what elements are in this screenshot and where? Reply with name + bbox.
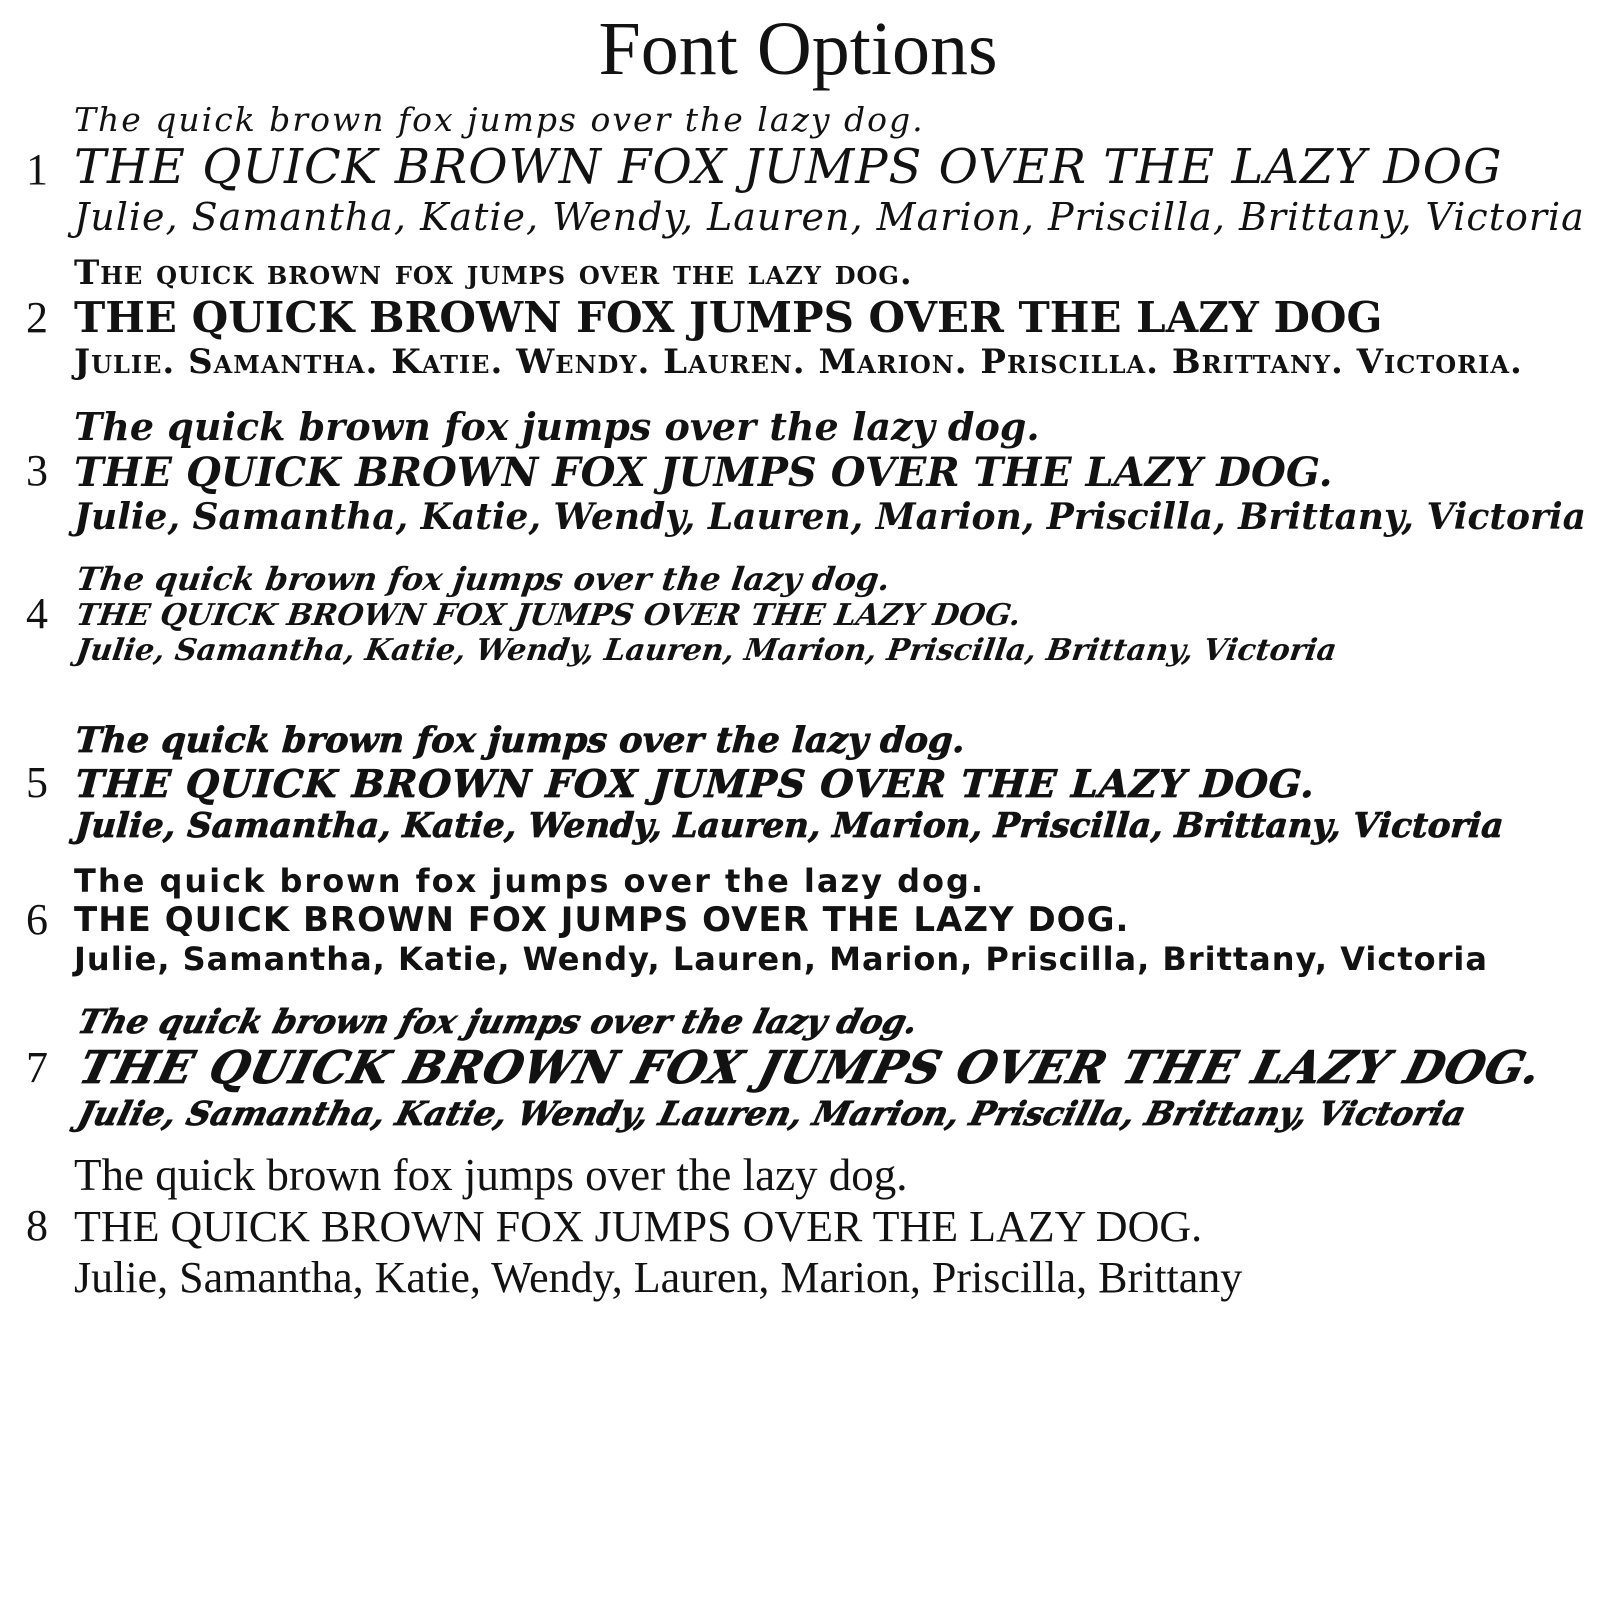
- pangram-sentence-line: The quick brown fox jumps over the lazy dog.: [74, 252, 913, 293]
- font-sample-lines: [74, 403, 1586, 538]
- pangram-uppercase-line: THE QUICK BROWN FOX JUMPS OVER THE LAZY DOG.: [74, 448, 1333, 496]
- font-number: 4: [26, 589, 48, 639]
- font-sample-5: [22, 720, 1574, 846]
- font-sample-lines: [74, 720, 1574, 846]
- names-line: Julie, Samantha, Katie, Wendy, Lauren, Marion, Priscilla, Brittany, Victoria: [74, 495, 1586, 538]
- pangram-uppercase-line: THE QUICK BROWN FOX JUMPS OVER THE LAZY DOG.: [74, 1201, 1203, 1251]
- pangram-sentence-line: The quick brown fox jumps over the lazy dog.: [74, 861, 986, 900]
- font-sample-lines: [74, 560, 1574, 668]
- font-number: 5: [26, 758, 48, 808]
- font-sample-3: [22, 403, 1586, 538]
- pangram-uppercase-line: THE QUICK BROWN FOX JUMPS OVER THE LAZY DOG: [74, 138, 1503, 195]
- pangram-sentence-line: The quick brown fox jumps over the lazy dog.: [74, 1001, 923, 1041]
- font-sample-7: [22, 1002, 1574, 1133]
- pangram-sentence-line: The quick brown fox jumps over the lazy dog.: [74, 99, 925, 139]
- names-line: Julie, Samantha, Katie, Wendy, Lauren, Marion, Priscilla, Brittany: [74, 1252, 1243, 1302]
- font-sample-lines: [74, 1002, 1574, 1133]
- names-line: Julie, Samantha, Katie, Wendy, Lauren, Marion, Priscilla, Brittany, Victoria: [74, 1093, 1470, 1133]
- font-number: 3: [26, 446, 48, 496]
- pangram-uppercase-line: THE QUICK BROWN FOX JUMPS OVER THE LAZY DOG: [74, 292, 1383, 342]
- pangram-uppercase-line: THE QUICK BROWN FOX JUMPS OVER THE LAZY DOG.: [74, 1040, 1548, 1094]
- pangram-uppercase-line: THE QUICK BROWN FOX JUMPS OVER THE LAZY DOG.: [74, 760, 1317, 806]
- font-number: 2: [26, 292, 48, 342]
- font-sample-4: [22, 560, 1574, 668]
- font-sample-lines: [74, 1149, 1574, 1303]
- font-sample-lines: [74, 99, 1585, 239]
- font-number: 1: [26, 144, 48, 194]
- pangram-sentence-line: The quick brown fox jumps over the lazy dog.: [74, 559, 893, 598]
- font-sample-lines: [74, 862, 1574, 978]
- names-line: Julie, Samantha, Katie, Wendy, Lauren, Marion, Priscilla, Brittany, Victoria: [74, 805, 1505, 846]
- pangram-sentence-line: The quick brown fox jumps over the lazy dog.: [74, 403, 1040, 449]
- pangram-sentence-line: The quick brown fox jumps over the lazy dog.: [74, 719, 967, 761]
- pangram-uppercase-line: THE QUICK BROWN FOX JUMPS OVER THE LAZY DOG.: [74, 597, 1023, 633]
- pangram-sentence-line: The quick brown fox jumps over the lazy dog.: [74, 1149, 908, 1200]
- names-line: Julie, Samantha, Katie, Wendy, Lauren, Marion, Priscilla, Brittany, Victoria: [74, 632, 1339, 668]
- font-sample-6: [22, 862, 1574, 978]
- font-number: 6: [26, 895, 48, 945]
- page-title: Font Options: [598, 7, 998, 91]
- font-sample-1: [22, 99, 1585, 239]
- pangram-uppercase-line: THE QUICK BROWN FOX JUMPS OVER THE LAZY DOG.: [74, 899, 1130, 940]
- font-sample-2: [22, 253, 1574, 382]
- font-sample-8: [22, 1149, 1574, 1303]
- names-line: Julie, Samantha, Katie, Wendy, Lauren, Marion, Priscilla, Brittany, Victoria: [74, 939, 1488, 978]
- font-number: 8: [26, 1201, 48, 1251]
- font-number: 7: [26, 1042, 48, 1092]
- names-line: Julie. Samantha. Katie. Wendy. Lauren. Marion. Priscilla. Brittany. Victoria.: [74, 341, 1523, 382]
- names-line: Julie, Samantha, Katie, Wendy, Lauren, Marion, Priscilla, Brittany, Victoria: [74, 194, 1585, 239]
- font-sample-lines: [74, 253, 1574, 382]
